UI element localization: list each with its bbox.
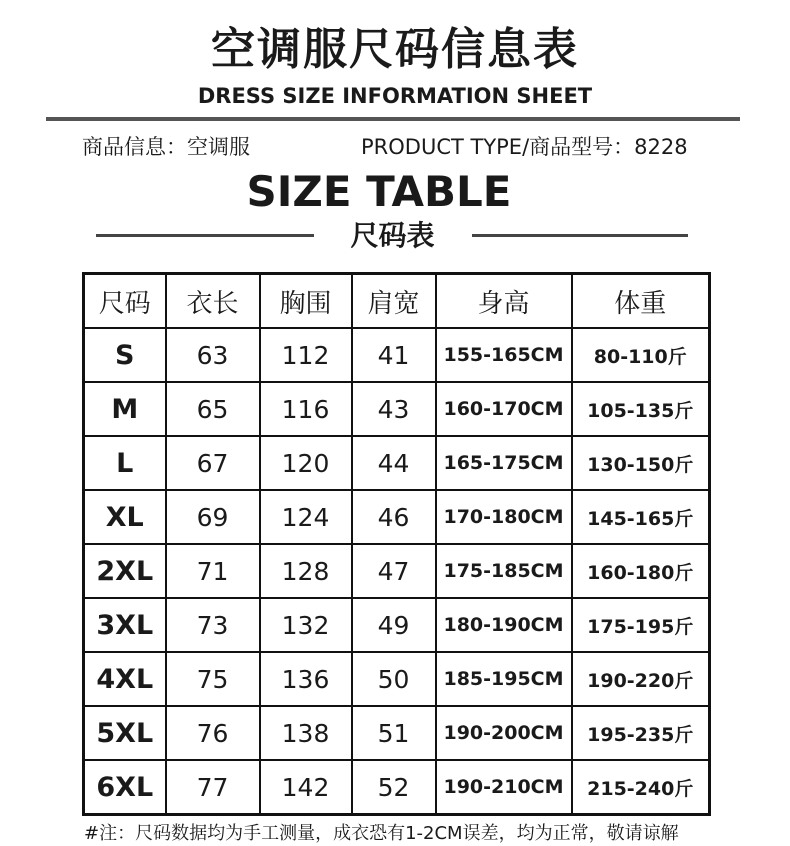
cell-length: 65 <box>166 382 260 436</box>
cell-height: 180-190CM <box>436 598 572 652</box>
cell-height: 175-185CM <box>436 544 572 598</box>
cell-height: 165-175CM <box>436 436 572 490</box>
cell-size: 4XL <box>84 652 166 706</box>
cell-length: 76 <box>166 706 260 760</box>
table-row <box>84 382 710 436</box>
cell-height: 160-170CM <box>436 382 572 436</box>
cell-chest: 112 <box>260 328 352 382</box>
cell-weight: 130-150斤 <box>572 436 710 490</box>
cell-length: 75 <box>166 652 260 706</box>
cell-weight: 175-195斤 <box>572 598 710 652</box>
table-row <box>84 544 710 598</box>
column-header-weight: 体重 <box>572 274 710 329</box>
cell-shoulder: 52 <box>352 760 436 815</box>
size-table-title: SIZE TABLE <box>246 167 512 216</box>
table-row <box>84 706 710 760</box>
cell-weight: 160-180斤 <box>572 544 710 598</box>
cell-shoulder: 46 <box>352 490 436 544</box>
cell-weight: 195-235斤 <box>572 706 710 760</box>
cell-size: 3XL <box>84 598 166 652</box>
column-header-height: 身高 <box>436 274 572 329</box>
cell-length: 69 <box>166 490 260 544</box>
cell-weight: 215-240斤 <box>572 760 710 815</box>
table-row <box>84 436 710 490</box>
cell-chest: 132 <box>260 598 352 652</box>
cell-chest: 138 <box>260 706 352 760</box>
cell-chest: 116 <box>260 382 352 436</box>
cell-length: 73 <box>166 598 260 652</box>
cell-size: M <box>84 382 166 436</box>
table-row <box>84 760 710 815</box>
subtitle-divider-right <box>472 234 688 237</box>
product-type: PRODUCT TYPE/商品型号：8228 <box>361 135 688 159</box>
cell-size: 6XL <box>84 760 166 815</box>
cell-height: 185-195CM <box>436 652 572 706</box>
cell-length: 67 <box>166 436 260 490</box>
cell-height: 155-165CM <box>436 328 572 382</box>
cell-height: 170-180CM <box>436 490 572 544</box>
cell-height: 190-210CM <box>436 760 572 815</box>
cell-chest: 128 <box>260 544 352 598</box>
cell-shoulder: 51 <box>352 706 436 760</box>
page-title: 空调服尺码信息表 <box>211 24 579 75</box>
cell-chest: 136 <box>260 652 352 706</box>
cell-size: 2XL <box>84 544 166 598</box>
column-header-chest: 胸围 <box>260 274 352 329</box>
header-divider <box>46 117 740 121</box>
column-header-size: 尺码 <box>84 274 166 329</box>
cell-length: 77 <box>166 760 260 815</box>
cell-weight: 145-165斤 <box>572 490 710 544</box>
cell-shoulder: 44 <box>352 436 436 490</box>
cell-weight: 80-110斤 <box>572 328 710 382</box>
cell-chest: 124 <box>260 490 352 544</box>
cell-chest: 120 <box>260 436 352 490</box>
cell-size: 5XL <box>84 706 166 760</box>
table-row <box>84 328 710 382</box>
cell-weight: 105-135斤 <box>572 382 710 436</box>
table-row <box>84 490 710 544</box>
page-subtitle: DRESS SIZE INFORMATION SHEET <box>197 84 593 108</box>
cell-shoulder: 49 <box>352 598 436 652</box>
cell-shoulder: 41 <box>352 328 436 382</box>
column-header-length: 衣长 <box>166 274 260 329</box>
cell-weight: 190-220斤 <box>572 652 710 706</box>
cell-chest: 142 <box>260 760 352 815</box>
table-row <box>84 598 710 652</box>
cell-size: L <box>84 436 166 490</box>
cell-height: 190-200CM <box>436 706 572 760</box>
cell-size: S <box>84 328 166 382</box>
column-header-shoulder: 肩宽 <box>352 274 436 329</box>
cell-size: XL <box>84 490 166 544</box>
cell-shoulder: 50 <box>352 652 436 706</box>
size-table-subtitle: 尺码表 <box>350 219 435 252</box>
cell-shoulder: 43 <box>352 382 436 436</box>
cell-shoulder: 47 <box>352 544 436 598</box>
product-info: 商品信息：空调服 <box>82 135 250 159</box>
measurement-note: #注：尺码数据均为手工测量，成衣恐有1-2CM误差，均为正常，敬请谅解 <box>84 823 679 844</box>
table-header-row <box>84 274 710 329</box>
table-row <box>84 652 710 706</box>
size-table <box>82 272 711 816</box>
cell-length: 71 <box>166 544 260 598</box>
cell-length: 63 <box>166 328 260 382</box>
